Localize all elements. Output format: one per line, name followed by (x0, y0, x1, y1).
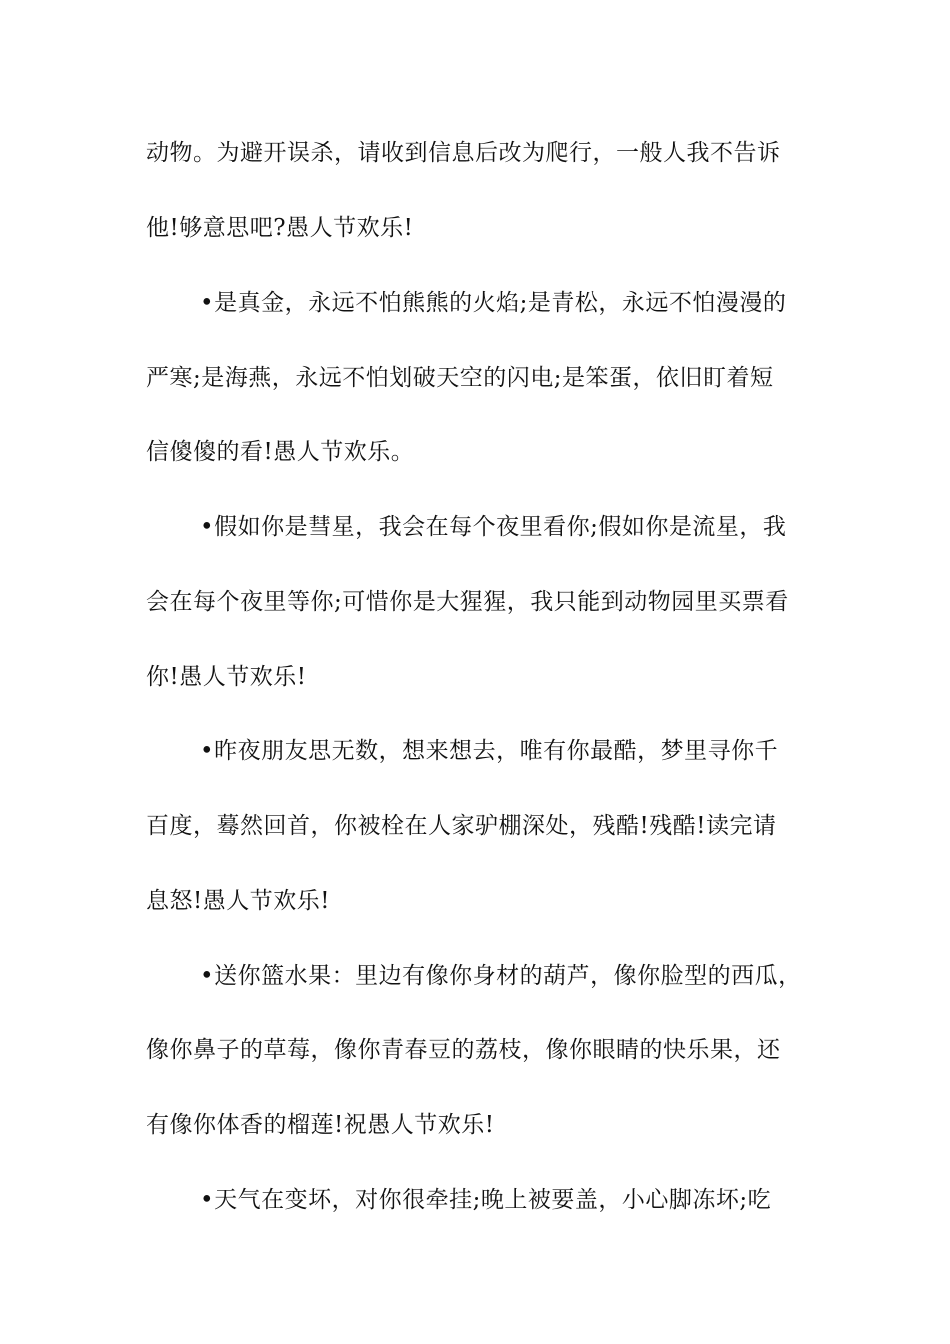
text-line: 信傻傻的看!愚人节欢乐。 (146, 439, 415, 465)
text-line: 他!够意思吧?愚人节欢乐! (146, 215, 414, 241)
text-line: 会在每个夜里等你;可惜你是大猩猩，我只能到动物园里买票看 (146, 589, 789, 615)
bullet-paragraph-start: •送你篮水果：里边有像你身材的葫芦，像你脸型的西瓜， (200, 963, 802, 989)
text-line: 动物。为避开误杀，请收到信息后改为爬行，一般人我不告诉 (146, 140, 781, 166)
bullet-paragraph-start: •假如你是彗星，我会在每个夜里看你;假如你是流星，我 (200, 514, 787, 540)
text-line: 百度，蓦然回首，你被栓在人家驴棚深处，残酷!残酷!读完请 (146, 813, 777, 839)
bullet-paragraph-start: •是真金，永远不怕熊熊的火焰;是青松，永远不怕漫漫的 (200, 290, 787, 316)
text-line: 严寒;是海燕，永远不怕划破天空的闪电;是笨蛋，依旧盯着短 (146, 365, 774, 391)
text-line: 你!愚人节欢乐! (146, 664, 307, 690)
text-line: 像你鼻子的草莓，像你青春豆的荔枝，像你眼睛的快乐果，还 (146, 1037, 781, 1063)
bullet-paragraph-start: •天气在变坏，对你很牵挂;晚上被要盖，小心脚冻坏;吃 (200, 1187, 772, 1213)
text-line: 有像你体香的榴莲!祝愚人节欢乐! (146, 1112, 495, 1138)
text-line: 息怒!愚人节欢乐! (146, 888, 330, 914)
bullet-paragraph-start: •昨夜朋友思无数，想来想去，唯有你最酷，梦里寻你千 (200, 738, 779, 764)
